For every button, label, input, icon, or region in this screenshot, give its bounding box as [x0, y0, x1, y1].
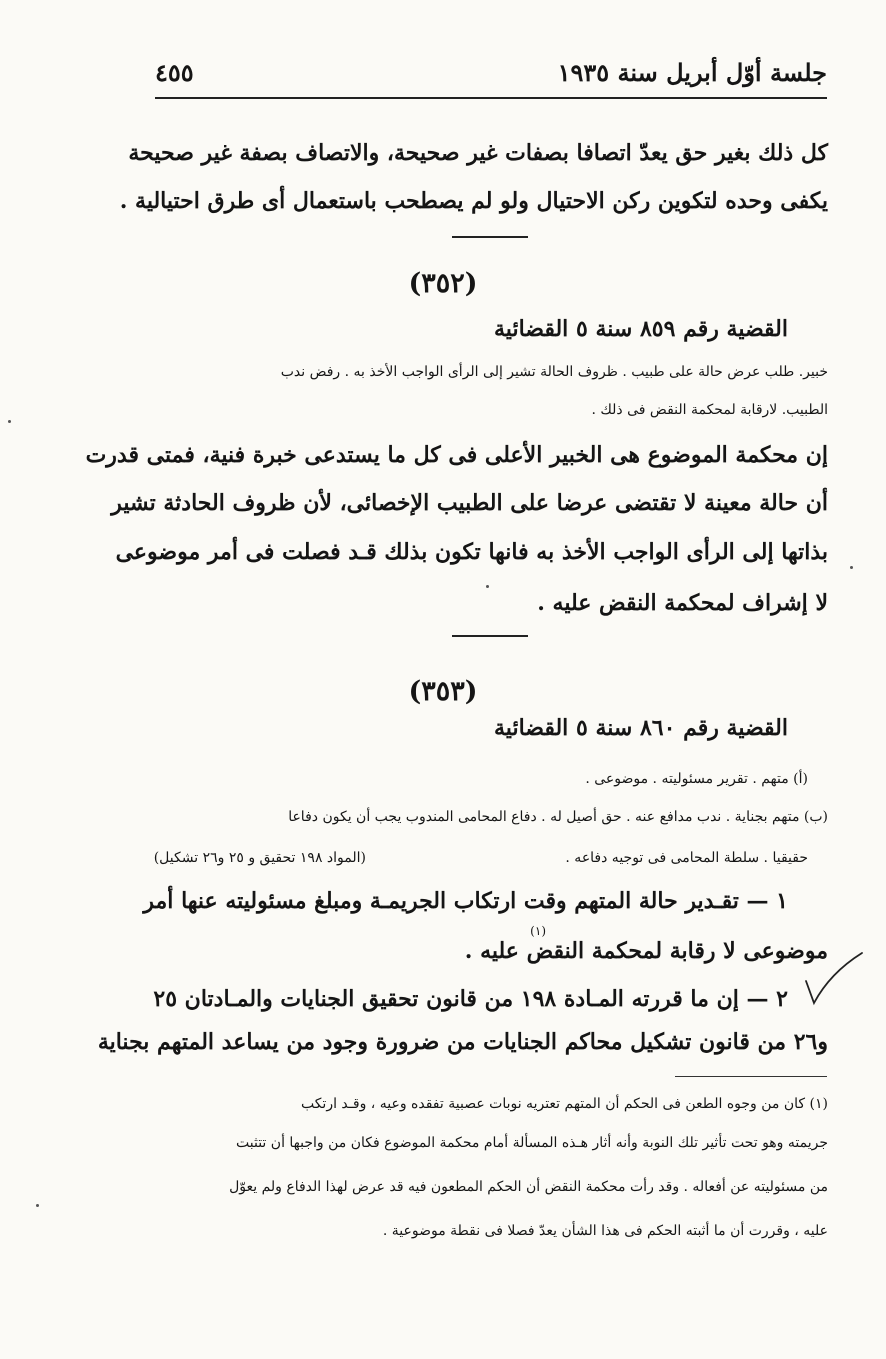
scan-speck [486, 585, 489, 588]
footnote-line: من مسئوليته عن أفعاله . وقد رأت محكمة النقض أن الحكم المطعون فيه قد عرض لهذا الدفاع ولم يعوّل [229, 1179, 828, 1195]
case-summary-line: الطبيب. لارقابة لمحكمة النقض فى ذلك . [591, 402, 828, 418]
footnote-line: (١) كان من وجوه الطعن فى الحكم أن المتهم تعتريه نوبات عصبية تفقده وعيه ، وقـد ارتكب [300, 1096, 828, 1112]
case-body-line: أن حالة معينة لا تقتضى عرضا على الطبيب الإخصائى، لأن ظروف الحادثة تشير [111, 490, 828, 516]
footnote-line: جريمته وهو تحت تأثير تلك النوبة وأنه أثار هـذه المسألة أمام محكمة الموضوع فكان من واجبها أن تتثبت [236, 1135, 828, 1151]
case-summary-b-line: (ب) متهم بجناية . ندب مدافع عنه . حق أصيل له . دفاع المحامى المندوب يجب أن يكون دفاعا [288, 809, 828, 825]
case-body-line: ١ — تقـدير حالة المتهم وقت ارتكاب الجريمـة ومبلغ مسئوليته عنها أمر [143, 888, 788, 914]
case-body-line: إن محكمة الموضوع هى الخبير الأعلى فى كل ما يستدعى خبرة فنية، فمتى قدرت [85, 442, 828, 468]
case-number-352: (٣٥٢) [408, 268, 478, 299]
intro-line: كل ذلك بغير حق يعدّ اتصافا بصفات غير صحيحة، والاتصاف بصفة غير صحيحة [128, 140, 828, 166]
header-title: جلسة أوّل أبريل سنة ١٩٣٥ [557, 57, 827, 87]
case-title-352: القضية رقم ٨٥٩ سنة ٥ القضائية [494, 316, 788, 342]
scan-speck [8, 420, 11, 423]
case-body-line: لا إشراف لمحكمة النقض عليه . [537, 590, 828, 616]
section-divider [452, 236, 528, 238]
case-body-line: ٢ — إن ما قررته المـادة ١٩٨ من قانون تحقيق الجنايات والمـادتان ٢٥ [153, 986, 788, 1012]
handwritten-check-mark [800, 945, 870, 1015]
scan-speck [36, 1204, 39, 1207]
section-divider [452, 635, 528, 637]
intro-line: يكفى وحده لتكوين ركن الاحتيال ولو لم يصطحب باستعمال أى طرق احتيالية . [119, 188, 828, 214]
case-body-line: و٢٦ من قانون تشكيل محاكم الجنايات من ضرورة وجود من يساعد المتهم بجناية [97, 1029, 828, 1055]
footnote-rule [675, 1076, 827, 1077]
page-number: ٤٥٥ [155, 57, 194, 87]
case-summary-line: خبير. طلب عرض حالة على طبيب . ظروف الحالة تشير إلى الرأى الواجب الأخذ به . رفض ندب [280, 364, 828, 380]
articles-reference: (المواد ١٩٨ تحقيق و ٢٥ و٢٦ تشكيل) [153, 850, 366, 866]
case-summary-b-line: حقيقيا . سلطة المحامى فى توجيه دفاعه . [565, 850, 808, 866]
case-body-line: موضوعى لا رقابة لمحكمة النقض عليه . [464, 938, 828, 964]
header-rule [155, 97, 827, 99]
running-header [155, 52, 827, 92]
case-number-353: (٣٥٣) [408, 676, 478, 707]
scan-speck [850, 566, 853, 569]
case-title-353: القضية رقم ٨٦٠ سنة ٥ القضائية [494, 715, 788, 741]
case-body-line: بذاتها إلى الرأى الواجب الأخذ به فانها تكون بذلك قـد فصلت فى أمر موضوعى [115, 539, 828, 565]
footnote-line: عليه ، وقررت أن ما أثبته الحكم فى هذا الشأن يعدّ فصلا فى نقطة موضوعية . [382, 1223, 828, 1239]
footnote-reference: (١) [530, 924, 546, 938]
case-summary-a: (أ) متهم . تقرير مسئوليته . موضوعى . [585, 771, 808, 787]
